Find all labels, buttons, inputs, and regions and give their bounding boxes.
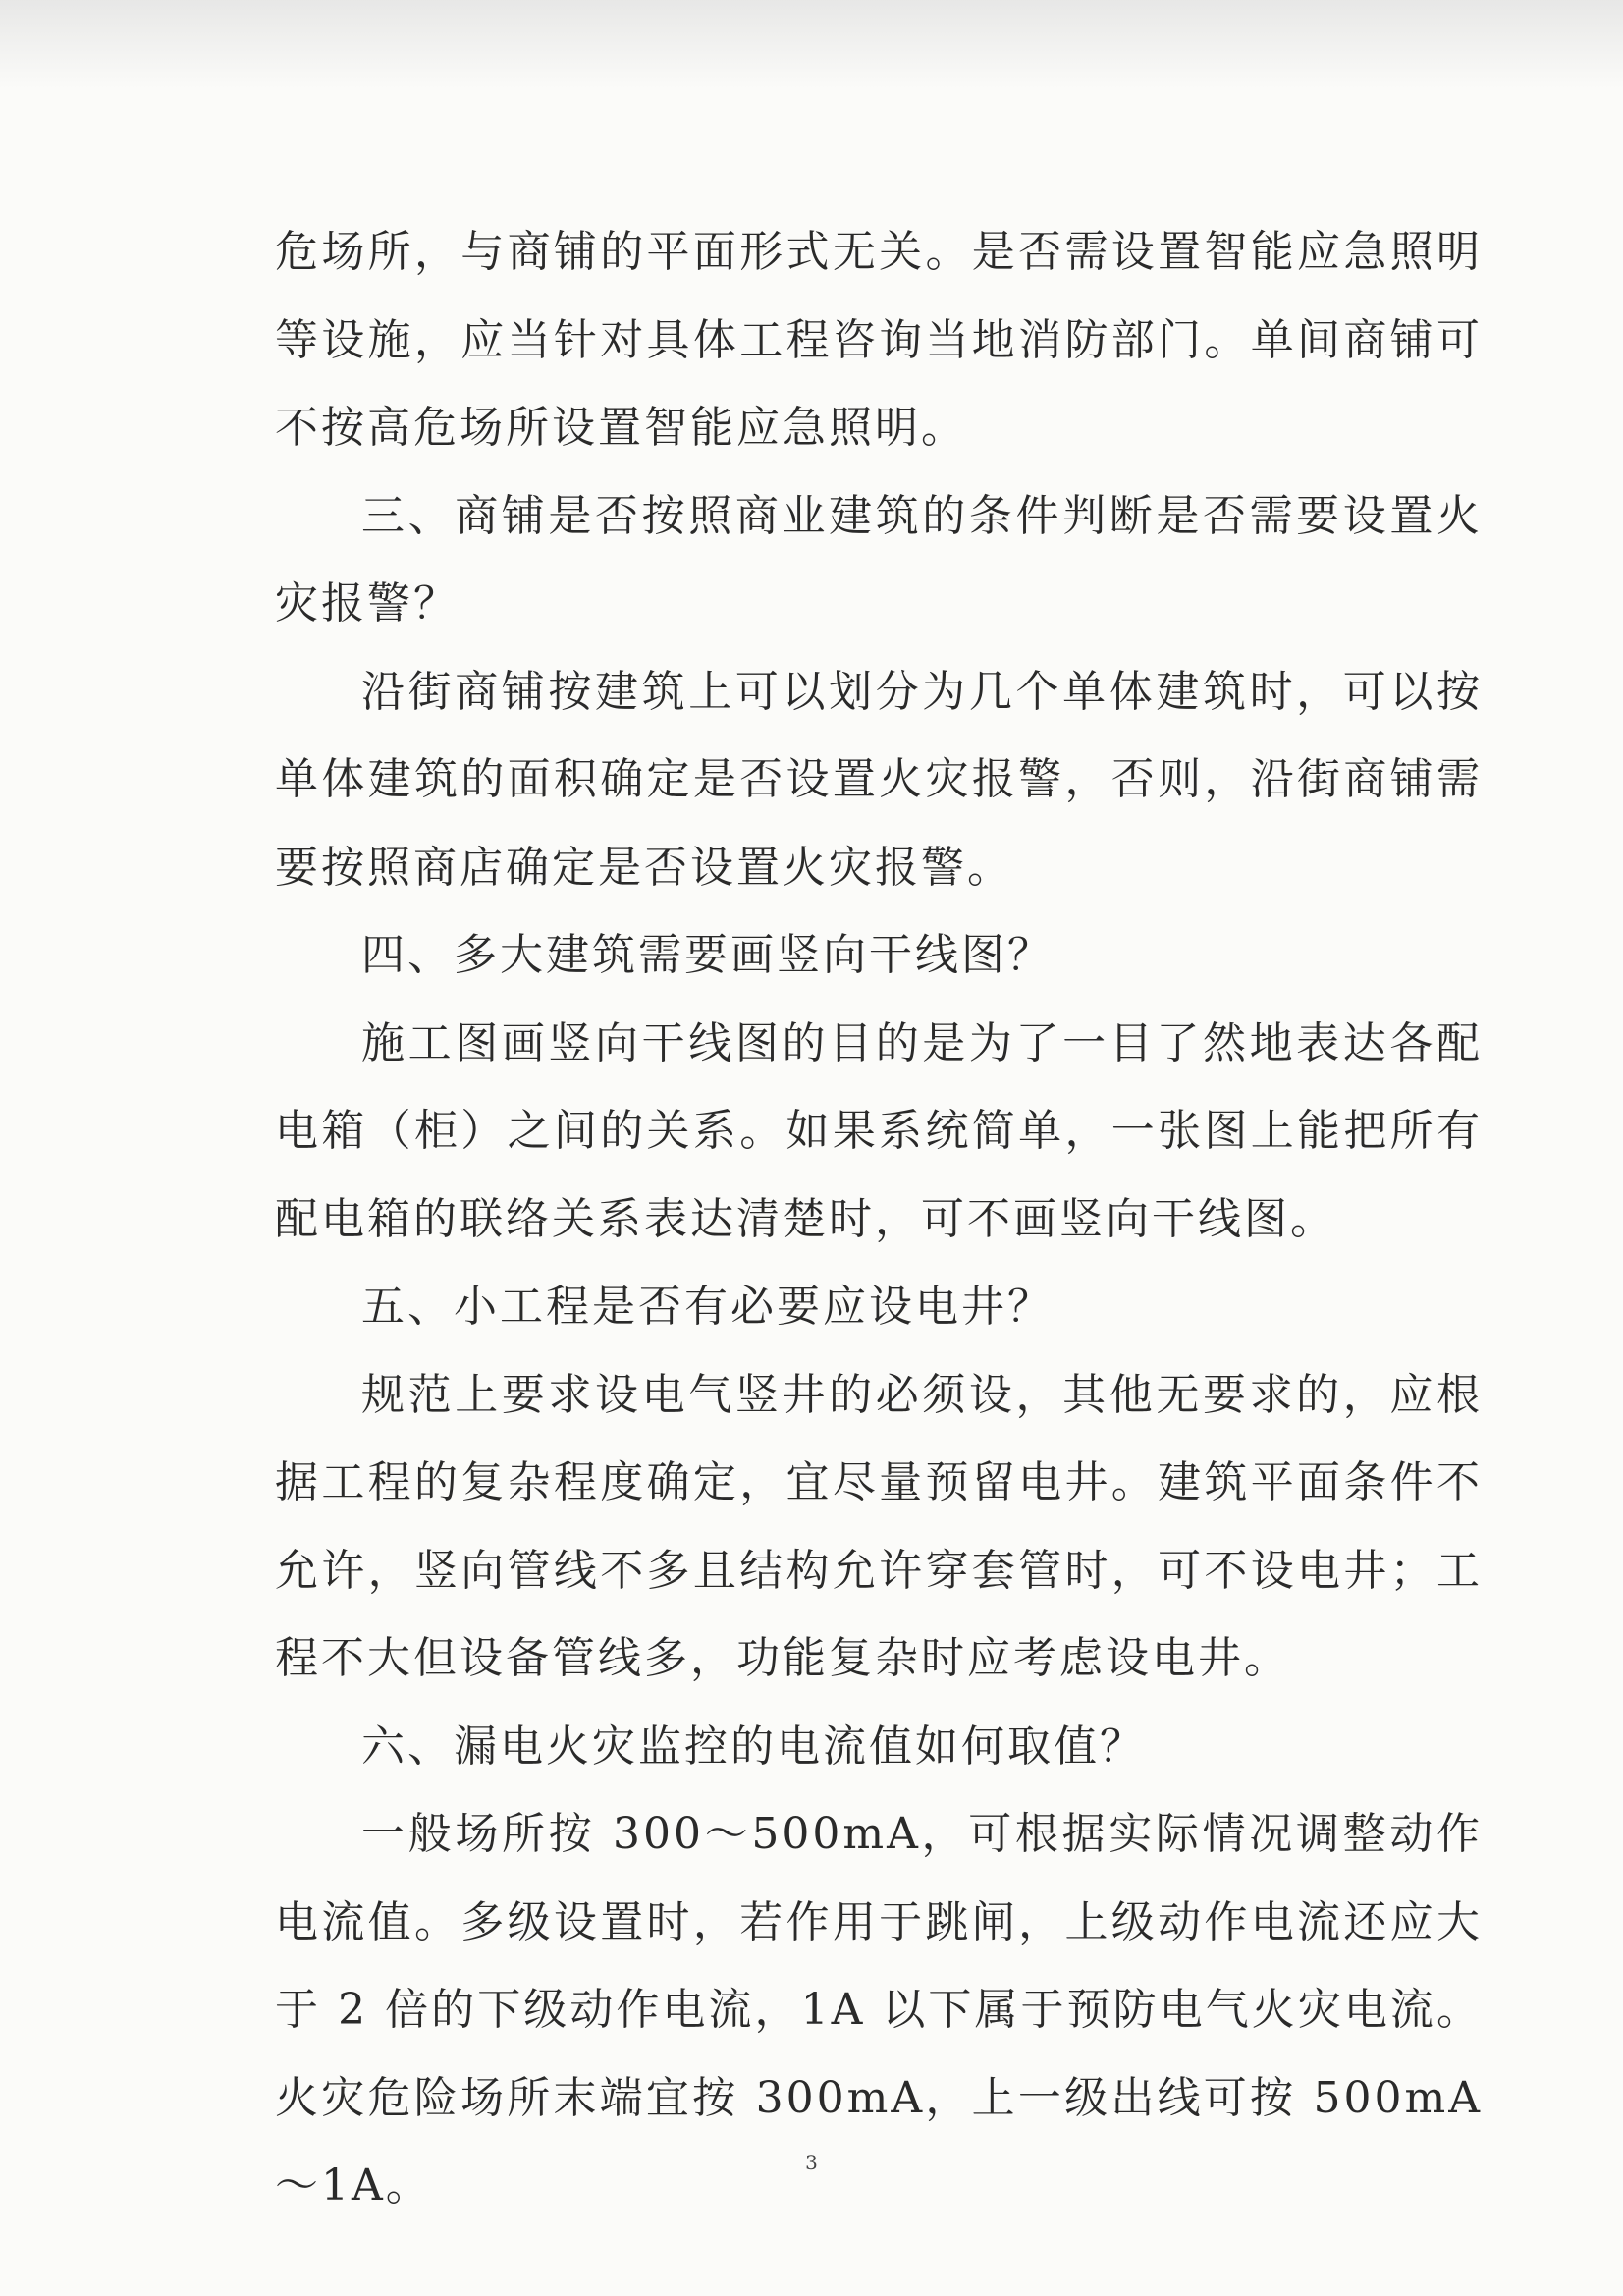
scan-shadow — [0, 0, 1623, 88]
section-heading-4: 四、多大建筑需要画竖向干线图？ — [361, 930, 1054, 980]
document-body — [275, 208, 1483, 2230]
paragraph: 施工图画竖向干线图的目的是为了一目了然地表达各配电箱（柜）之间的关系。如果系统简单，一张图上能把所有配电箱的联络关系表达清楚时，可不画竖向干线图。 — [275, 1017, 1483, 1244]
section-heading-6: 六、漏电火灾监控的电流值如何取值？ — [361, 1721, 1146, 1772]
section-heading-5: 五、小工程是否有必要应设电井？ — [361, 1282, 1054, 1332]
page-number: 3 — [805, 2151, 818, 2174]
paragraph: 一般场所按 300～500mA，可根据实际情况调整动作电流值。多级设置时，若作用于跳闸，上级动作电流还应大于 2 倍的下级动作电流，1A 以下属于预防电气火灾电流。火灾危险场所末端宜按 300mA，上一级出线可按 500mA～1A。 — [275, 1809, 1483, 2211]
paragraph: 沿街商铺按建筑上可以划分为几个单体建筑时，可以按单体建筑的面积确定是否设置火灾报警，否则，沿街商铺需要按照商店确定是否设置火灾报警。 — [275, 666, 1483, 893]
paragraph: 规范上要求设电气竖井的必须设，其他无要求的，应根据工程的复杂程度确定，宜尽量预留电井。建筑平面条件不允许，竖向管线不多且结构允许穿套管时，可不设电井；工程不大但设备管线多，功能复杂时应考虑设电井。 — [275, 1369, 1483, 1683]
paragraph-continued: 危场所，与商铺的平面形式无关。是否需设置智能应急照明等设施，应当针对具体工程咨询当地消防部门。单间商铺可不按高危场所设置智能应急照明。 — [275, 227, 1483, 453]
section-heading-3: 三、商铺是否按照商业建筑的条件判断是否需要设置火灾报警？ — [275, 490, 1483, 629]
